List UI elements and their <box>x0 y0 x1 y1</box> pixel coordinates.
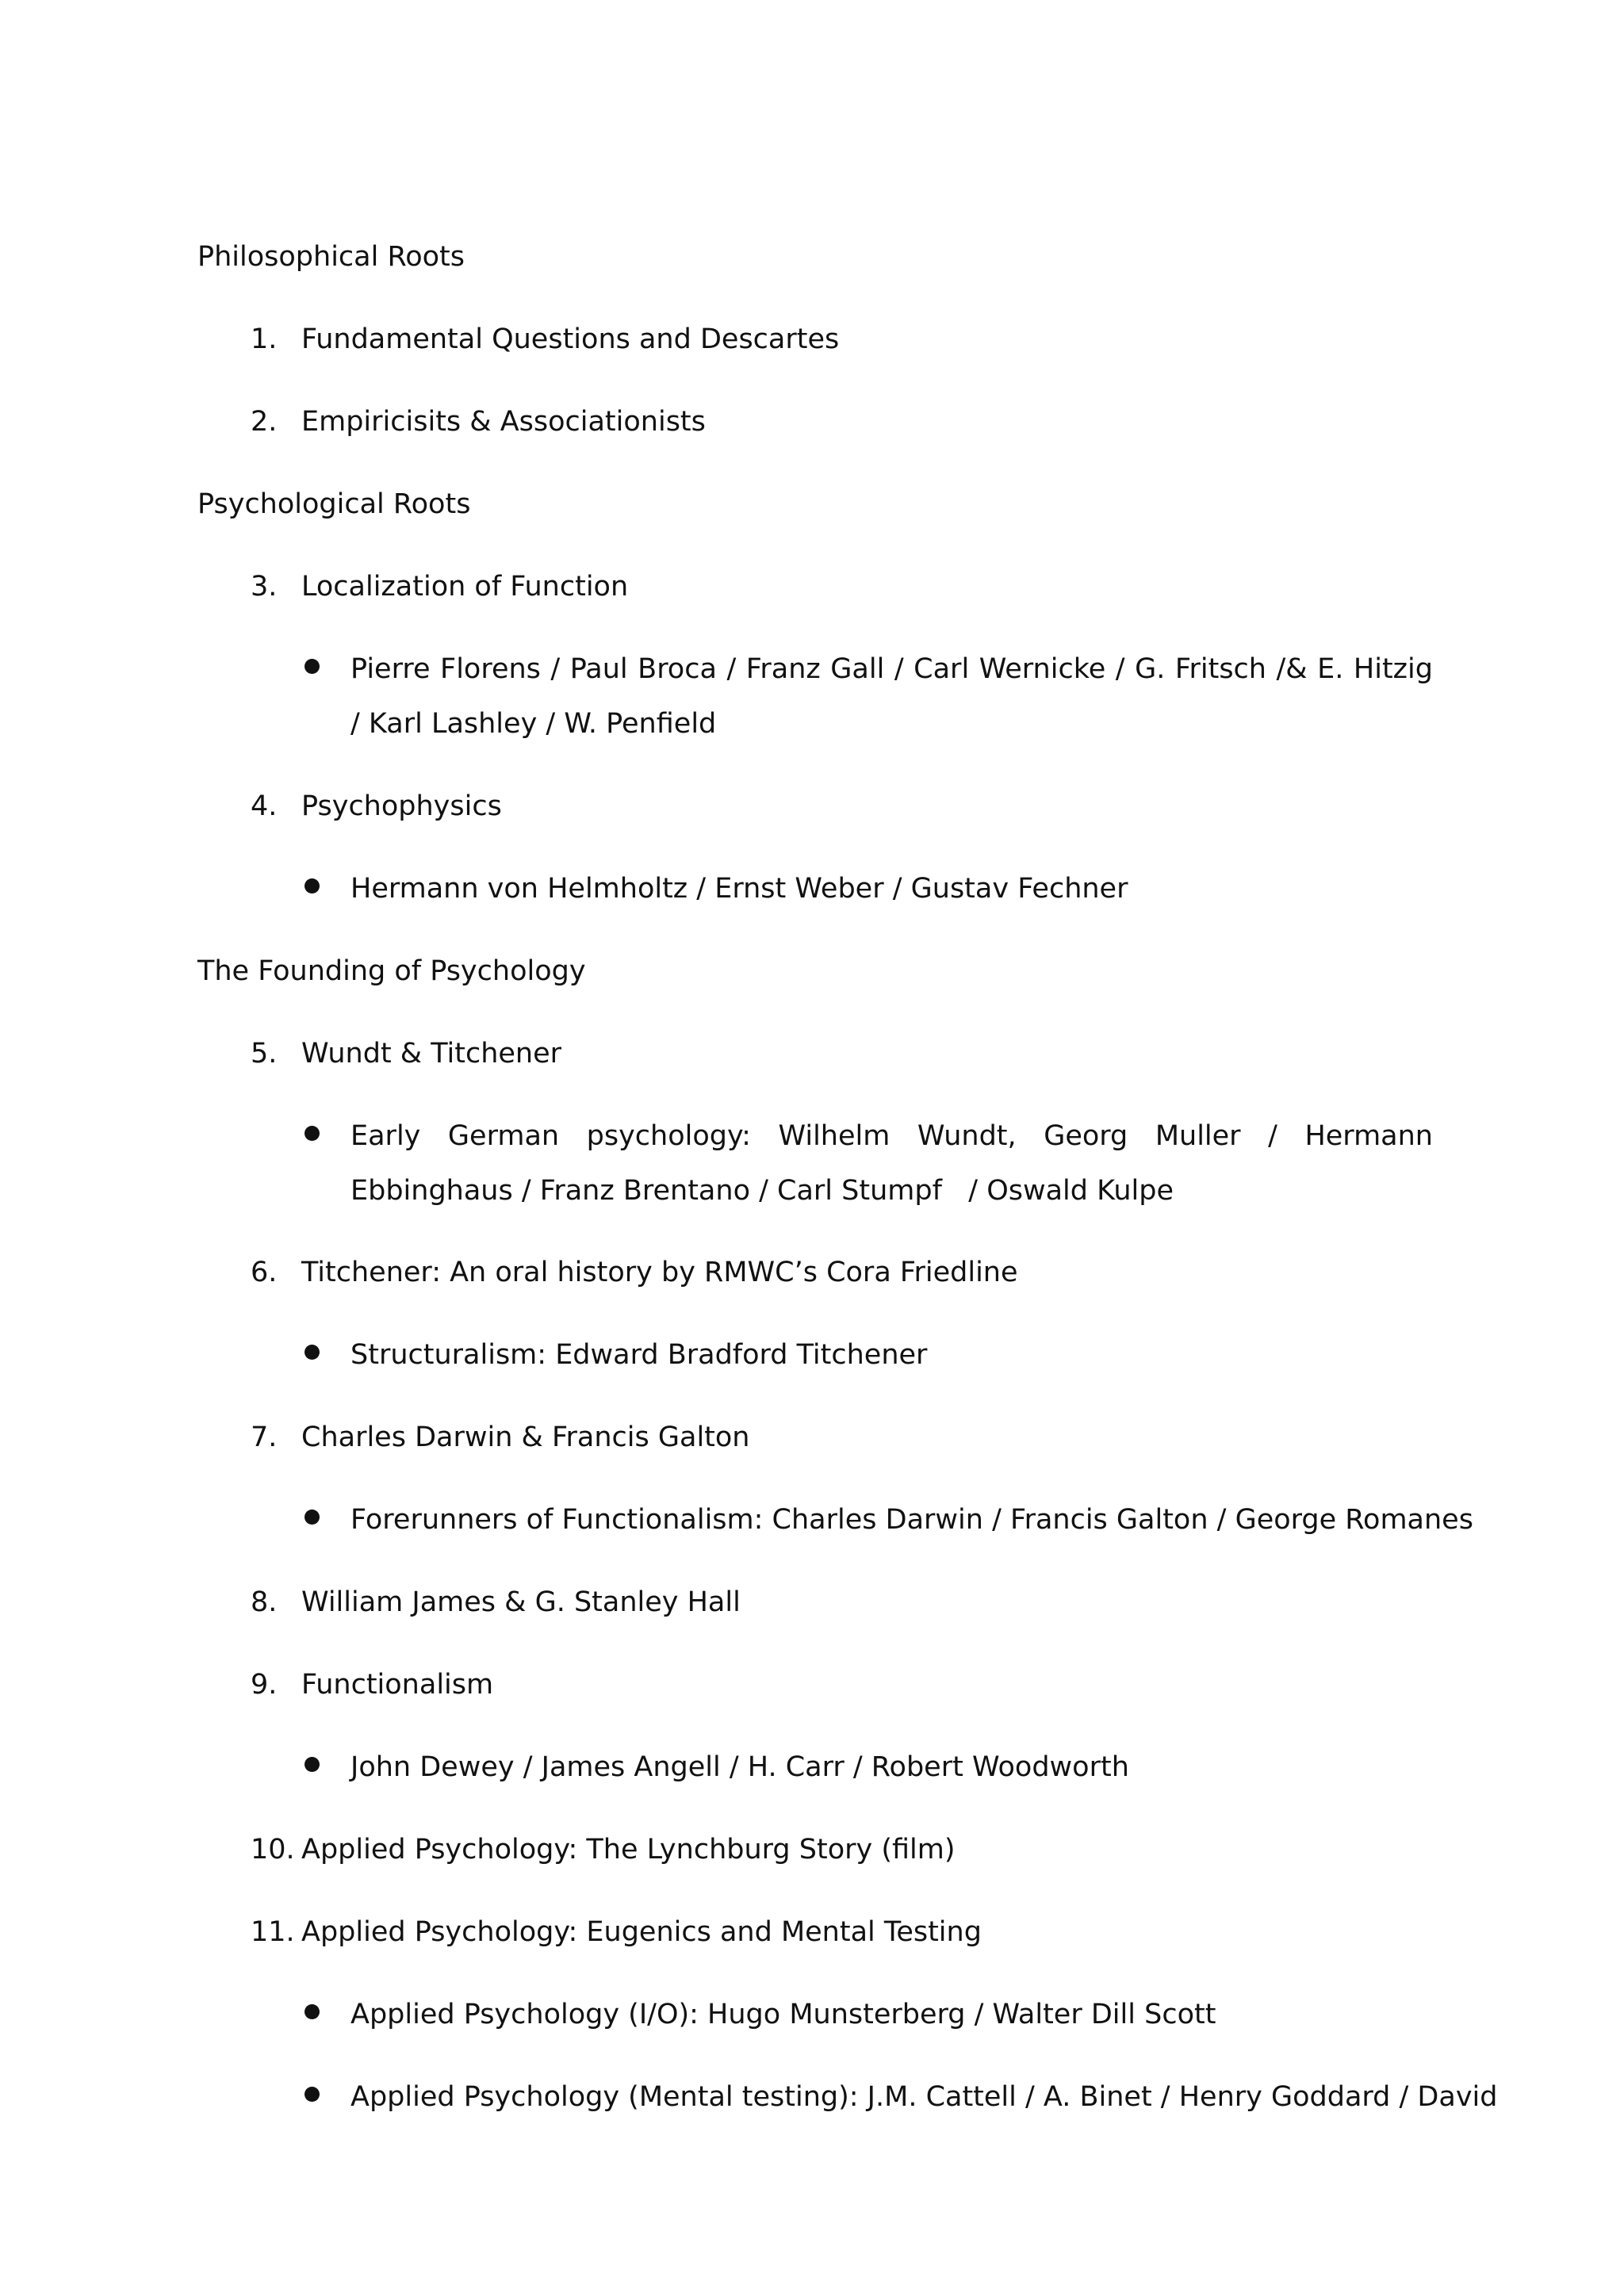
bullet-icon <box>304 1510 320 1525</box>
item-number: 6. <box>251 1257 278 1288</box>
item-title: Localization of Function <box>301 571 629 603</box>
item-number: 9. <box>251 1669 278 1701</box>
item-number: 7. <box>251 1422 278 1453</box>
item-number: 2. <box>251 406 278 438</box>
section-heading: Psychological Roots <box>197 488 471 520</box>
bullet-text: Applied Psychology (Mental testing): J.M. Cattell / A. Binet / Henry Goddard / David <box>350 2081 1498 2113</box>
item-title: Empiricisits & Associationists <box>301 406 706 438</box>
bullet-text: Early German psychology: Wilhelm Wundt, Georg Muller / Hermann Ebbinghaus / Franz Brentano / Carl Stumpf / Oswald Kulpe <box>350 1120 1442 1207</box>
bullet-icon <box>304 1126 320 1141</box>
item-title: Fundamental Questions and Descartes <box>301 323 840 355</box>
bullet-text: John Dewey / James Angell / H. Carr / Robert Woodworth <box>350 1751 1129 1783</box>
item-title: Psychophysics <box>301 790 502 822</box>
item-title: Charles Darwin & Francis Galton <box>301 1422 750 1453</box>
item-number: 10. <box>251 1834 295 1866</box>
item-number: 8. <box>251 1586 278 1618</box>
bullet-icon <box>304 2087 320 2102</box>
item-title: Applied Psychology: The Lynchburg Story (film) <box>301 1834 956 1866</box>
item-title: Applied Psychology: Eugenics and Mental Testing <box>301 1916 982 1948</box>
item-number: 4. <box>251 790 278 822</box>
bullet-text: Structuralism: Edward Bradford Titchener <box>350 1339 928 1371</box>
item-number: 11. <box>251 1916 295 1948</box>
item-title: Functionalism <box>301 1669 494 1701</box>
item-title: Titchener: An oral history by RMWC’s Cora Friedline <box>301 1257 1018 1288</box>
bullet-text: Forerunners of Functionalism: Charles Darwin / Francis Galton / George Romanes <box>350 1504 1473 1536</box>
item-title: Wundt & Titchener <box>301 1038 562 1070</box>
item-number: 3. <box>251 571 278 603</box>
section-heading: Philosophical Roots <box>197 241 465 273</box>
item-title: William James & G. Stanley Hall <box>301 1586 741 1618</box>
bullet-icon <box>304 1757 320 1772</box>
item-number: 1. <box>251 323 278 355</box>
bullet-icon <box>304 659 320 674</box>
section-heading: The Founding of Psychology <box>197 955 586 987</box>
bullet-text: Applied Psychology (I/O): Hugo Munsterberg / Walter Dill Scott <box>350 1999 1216 2030</box>
bullet-icon <box>304 1345 320 1360</box>
bullet-icon <box>304 2004 320 2019</box>
bullet-text: Pierre Florens / Paul Broca / Franz Gall / Carl Wernicke / G. Fritsch /& E. Hitzig / Karl Lashley / W. Penfield <box>350 653 1433 740</box>
item-number: 5. <box>251 1038 278 1070</box>
bullet-icon <box>304 878 320 894</box>
bullet-text: Hermann von Helmholtz / Ernst Weber / Gustav Fechner <box>350 873 1128 905</box>
